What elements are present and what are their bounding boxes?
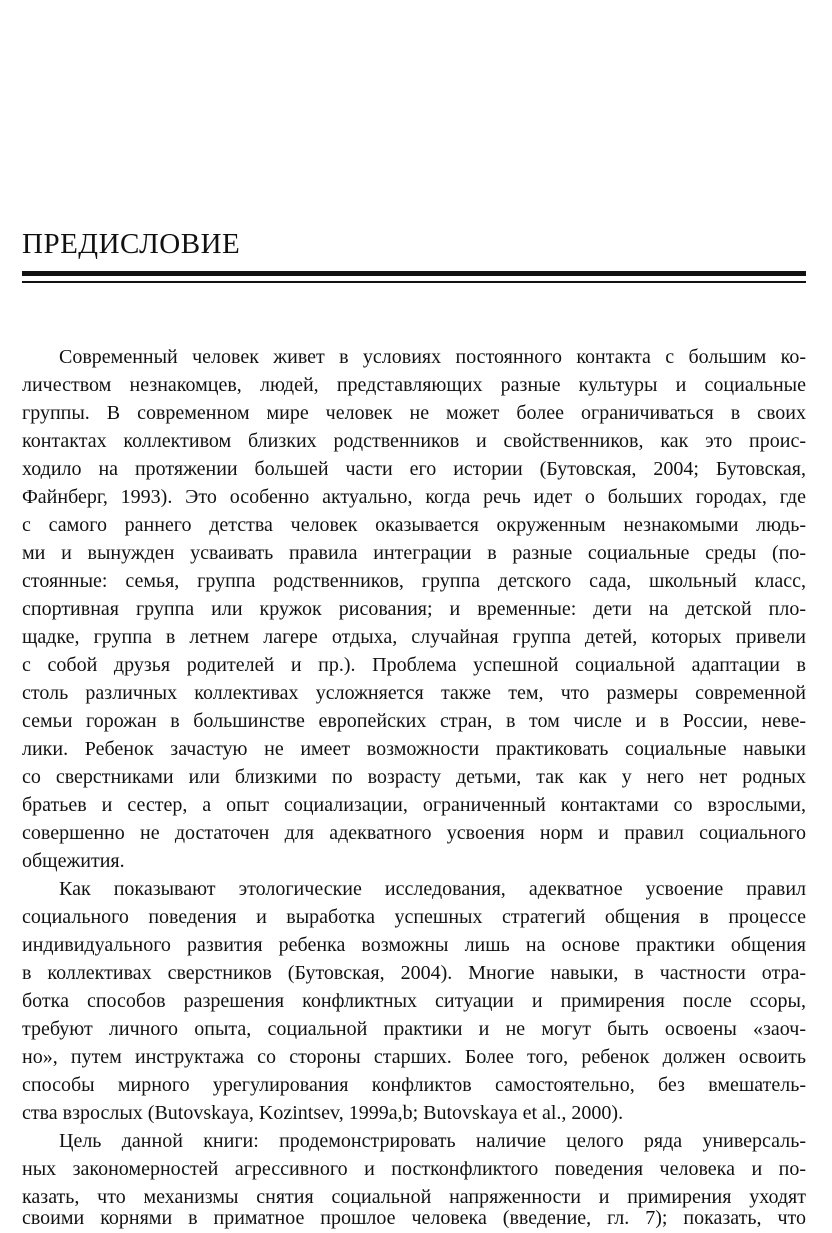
text-line: со сверстниками или близкими по возрасту детьми, так как у него нет родных xyxy=(22,766,806,788)
text-line: социального поведения и выработка успешных стратегий общения в процессе xyxy=(22,906,806,928)
text-line: столь различных коллективах усложняется также тем, что размеры современной xyxy=(22,682,806,704)
text-line: ства взрослых (Butovskaya, Kozintsev, 1999a,b; Butovskaya et al., 2000). xyxy=(22,1102,624,1124)
text-line: казать, что механизмы снятия социальной напряженности и примирения уходят xyxy=(22,1186,806,1208)
text-line: спортивная группа или кружок рисования; и временные: дети на детской пло- xyxy=(22,598,806,620)
text-line: но», путем инструктажа со стороны старших. Более того, ребенок должен освоить xyxy=(22,1046,806,1068)
text-line: контактах коллективом близких родственников и свойственников, как это проис- xyxy=(22,430,806,452)
text-line: в коллективах сверстников (Бутовская, 2004). Многие навыки, в частности отра- xyxy=(22,962,806,984)
text-line: ных закономерностей агрессивного и постконфликтого поведения человека и по- xyxy=(22,1158,806,1180)
text-line: щадке, группа в летнем лагере отдыха, случайная группа детей, которых привели xyxy=(22,626,806,648)
text-line: общежития. xyxy=(22,850,125,872)
text-line: с самого раннего детства человек оказывается окруженным незнакомыми людь- xyxy=(22,514,806,536)
heading-rule-thick xyxy=(22,271,806,276)
text-line: лики. Ребенок зачастую не имеет возможности практиковать социальные навыки xyxy=(22,738,806,760)
text-line: Как показывают этологические исследования, адекватное усвоение правил xyxy=(59,878,806,900)
page-title: ПРЕДИСЛОВИЕ xyxy=(22,228,241,260)
text-line: своими корнями в приматное прошлое человека (введение, гл. 7); показать, что xyxy=(22,1207,806,1229)
text-line: способы мирного урегулирования конфликтов самостоятельно, без вмешатель- xyxy=(22,1074,806,1096)
text-line: Файнберг, 1993). Это особенно актуально, когда речь идет о больших городах, где xyxy=(22,486,806,508)
heading-rule-thin xyxy=(22,281,806,283)
text-line: Современный человек живет в условиях постоянного контакта с большим ко- xyxy=(59,346,806,368)
text-line: требуют личного опыта, социальной практики и не могут быть освоены «заоч- xyxy=(22,1018,806,1040)
text-line: с собой друзья родителей и пр.). Проблема успешной социальной адаптации в xyxy=(22,654,806,676)
text-line: индивидуального развития ребенка возможны лишь на основе практики общения xyxy=(22,934,806,956)
text-line: братьев и сестер, а опыт социализации, ограниченный контактами со взрослыми, xyxy=(22,794,806,816)
text-line: Цель данной книги: продемонстрировать наличие целого ряда универсаль- xyxy=(59,1130,806,1152)
text-line: группы. В современном мире человек не может более ограничиваться в своих xyxy=(22,402,806,424)
text-line: ботка способов разрешения конфликтных ситуации и примирения после ссоры, xyxy=(22,990,806,1012)
text-line: ми и вынужден усваивать правила интеграции в разные социальные среды (по- xyxy=(22,542,806,564)
text-line: личеством незнакомцев, людей, представляющих разные культуры и социальные xyxy=(22,374,806,396)
text-line: совершенно не достаточен для адекватного усвоения норм и правил социального xyxy=(22,822,806,844)
text-line: ходило на протяжении большей части его истории (Бутовская, 2004; Бутовская, xyxy=(22,458,806,480)
text-line: семьи горожан в большинстве европейских стран, в том числе и в России, неве- xyxy=(22,710,806,732)
text-line: стоянные: семья, группа родственников, группа детского сада, школьный класс, xyxy=(22,570,806,592)
